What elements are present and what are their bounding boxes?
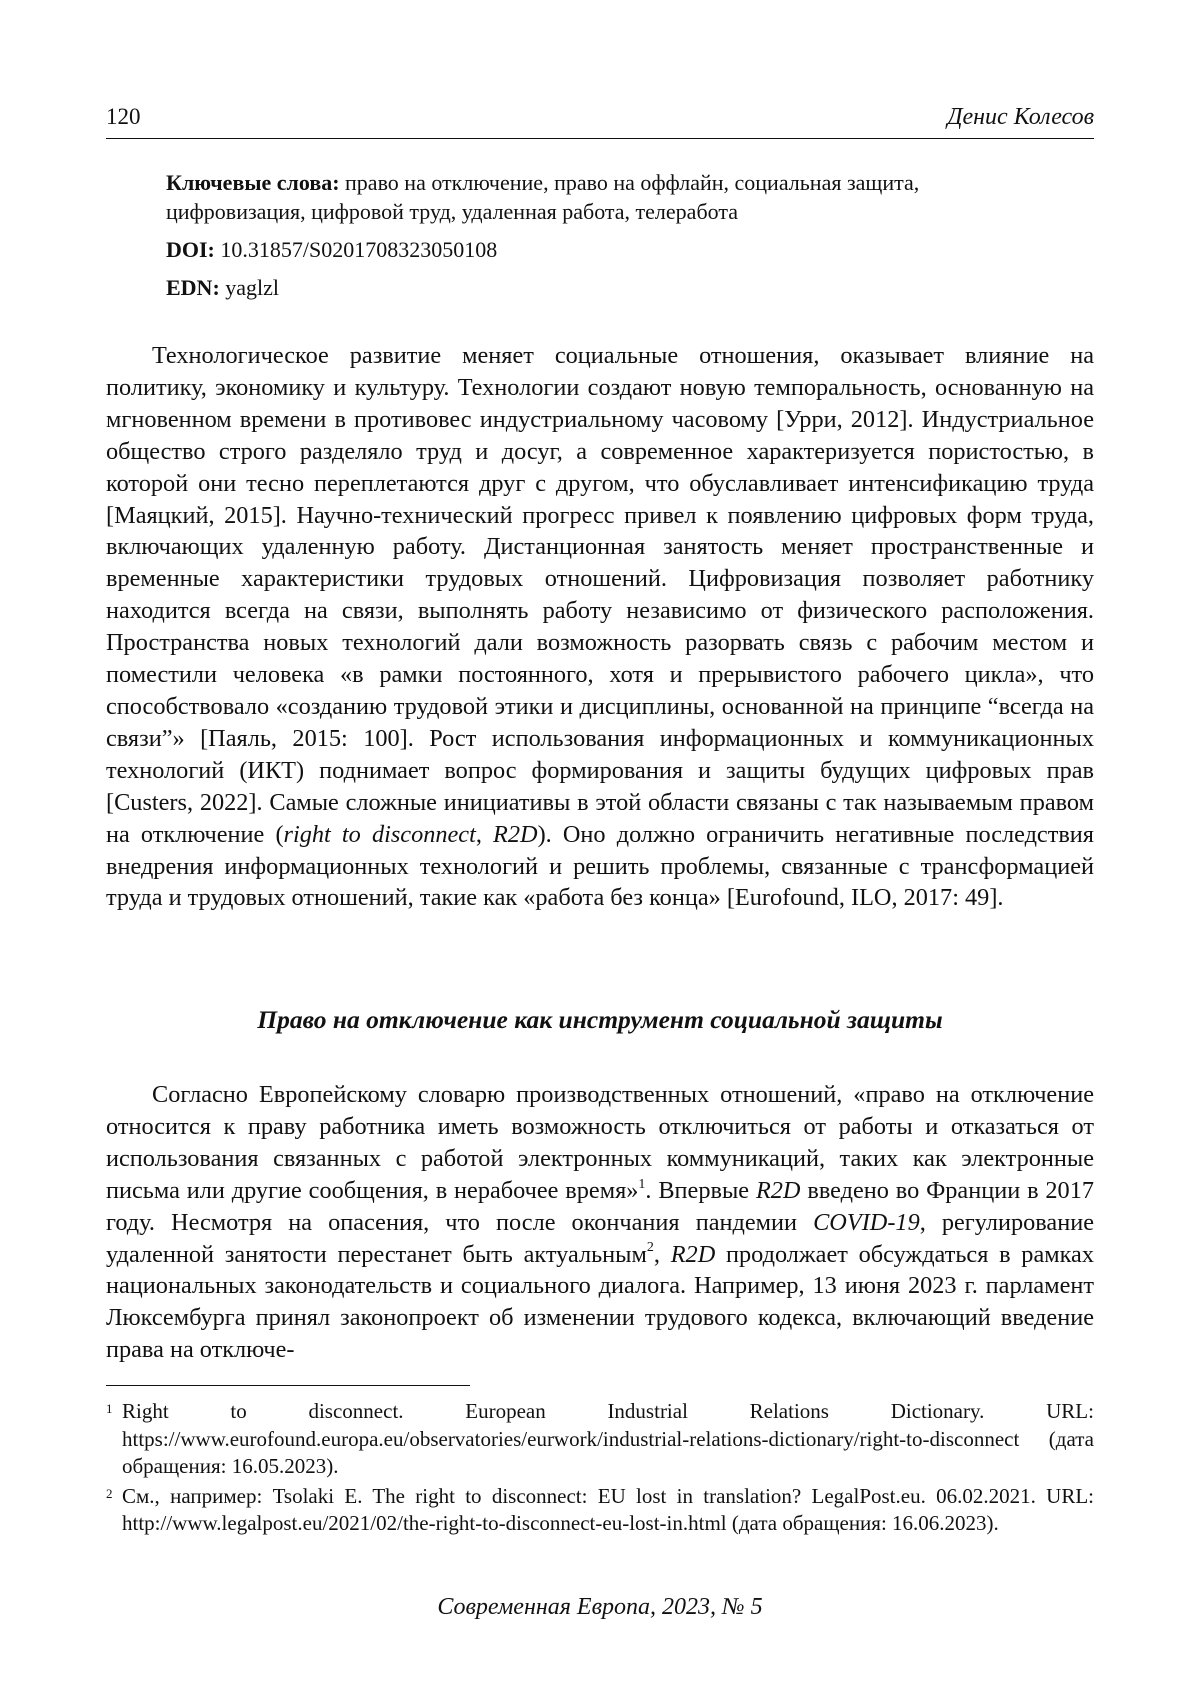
footnote-1-first-line [122, 1398, 1094, 1426]
term-covid: COVID-19 [813, 1208, 920, 1236]
para1-text-b: ). Оно должно ограничить негативные последствия внедрения информационных технологий и решить проблемы, связанные с трансформацией труда и трудовых отношений, такие как «работа без конца» [Eurofound, ILO, 2017: 49]. [106, 820, 1094, 912]
section-heading: Право на отключение как инструмент социальной защиты [257, 1005, 943, 1034]
footnote-1-word: Industrial [607, 1399, 688, 1423]
edn-value: yaglzl [225, 275, 280, 300]
footnote-1-word: Dictionary. [890, 1399, 985, 1423]
section-paragraph [106, 1079, 1094, 1366]
footnote-ref-1[interactable]: 1 [638, 1176, 646, 1192]
footnote-2-text[interactable]: См., например: Tsolaki E. The right to disconnect: EU lost in translation? LegalPost.eu. 06.02.2021. URL: http://www.legalpost.eu/2021/02/the-right-to-disconnect-eu-lost-in.html (дата обращения: 16.06.2023). [122, 1483, 1094, 1535]
edn [166, 273, 1070, 302]
footnote-1 [106, 1398, 1094, 1481]
term-r2d: R2D [493, 820, 538, 848]
para2-part-5: , [653, 1240, 671, 1268]
footnote-divider [106, 1385, 470, 1386]
para2-part-2: . Впервые [645, 1176, 756, 1204]
term-r2d: R2D [755, 1176, 801, 1204]
term-right-to-disconnect: right to disconnect [283, 820, 476, 848]
doi-value: 10.31857/S0201708323050108 [220, 237, 498, 262]
journal-footer: Современная Европа, 2023, № 5 [437, 1594, 763, 1620]
footnote-1-rest[interactable]: https://www.eurofound.europa.eu/observatories/eurwork/industrial-relations-dictionary/right-to-disconnect (дата обращения: 16.05.2023). [122, 1426, 1094, 1478]
footnote-1-word: to [230, 1399, 247, 1423]
edn-label: EDN: [166, 275, 220, 300]
para2-part-3: введено во Франции в 2017 году. Несмотря на опасения, что после окончания пандемии [106, 1176, 1095, 1236]
page-number: 120 [106, 104, 141, 129]
footnote-ref-2[interactable]: 2 [646, 1240, 654, 1256]
keywords-label: Ключевые слова: [166, 170, 340, 195]
keywords-line-1: право на отключение, право на оффлайн, социальная защита, [345, 170, 920, 195]
keywords-line-2: цифровизация, цифровой труд, удаленная работа, телеработа [166, 199, 738, 224]
keywords [166, 168, 1070, 226]
running-header [106, 104, 1094, 139]
para2-part-1: Согласно Европейскому словарю производственных отношений, «право на отключение относится к праву работника иметь возможность отключиться от работы и отказаться от использования связанных с работой электронных коммуникаций, таких как электронные письма или другие сообщения, в нерабочее время» [106, 1081, 1094, 1204]
footnote-2 [106, 1483, 1094, 1538]
para2-part-4: , регулирование удаленной занятости перестанет быть актуальным [106, 1208, 1095, 1268]
para1-sep: , [475, 820, 494, 848]
doi [166, 235, 1070, 264]
running-author: Денис Колесов [947, 104, 1094, 130]
footnote-mark-2: 2 [106, 1485, 113, 1501]
term-r2d: R2D [670, 1240, 716, 1268]
footnotes [106, 1398, 1094, 1540]
article-metadata [166, 168, 1070, 311]
footnote-1-word: Right [122, 1399, 169, 1423]
footnote-1-word: European [465, 1399, 546, 1423]
intro-paragraph [106, 340, 1094, 914]
footnote-1-word: URL: [1046, 1399, 1094, 1423]
footnote-1-word: Relations [749, 1399, 829, 1423]
footnote-mark-1: 1 [106, 1401, 113, 1416]
doi-label: DOI: [166, 237, 215, 262]
para1-text-a: Технологическое развитие меняет социальные отношения, оказывает влияние на политику, экономику и культуру. Технологии создают новую темпоральность, основанную на мгновенном времени в противовес индустриальному часовому [Урри, 2012]. Индустриальное общество строго разделяло труд и досуг, а современное характеризуется пористостью, в которой они тесно переплетаются друг с другом, что обуславливает интенсификацию труда [Маяцкий, 2015]. Научно-технический прогресс привел к появлению цифровых форм труда, включающих удаленную работу. Дистанционная занятость меняет пространственные и временные характеристики трудовых отношений. Цифровизация позволяет работнику находится всегда на связи, выполнять работу независимо от физического расположения. Пространства новых технологий дали возможность разорвать связь с рабочим местом и поместили человека «в рамки постоянного, хотя и прерывистого рабочего цикла», что способствовало «созданию трудовой этики и дисциплины, основанной на принципе “всегда на связи”» [Паяль, 2015: 100]. Рост использования информационных и коммуникационных технологий (ИКТ) поднимает вопрос формирования и защиты будущих цифровых прав [Custers, 2022]. Самые сложные инициативы в этой области связаны с так называемым правом на отключение ( [106, 342, 1094, 848]
footnote-1-word: disconnect. [308, 1399, 404, 1423]
para2-part-6: продолжает обсуждаться в рамках национальных законодательств и социального диалога. Например, 13 июня 2023 г. парламент Люксембурга принял законопроект об изменении трудового кодекса, включающий введение права на отключе- [106, 1240, 1094, 1364]
